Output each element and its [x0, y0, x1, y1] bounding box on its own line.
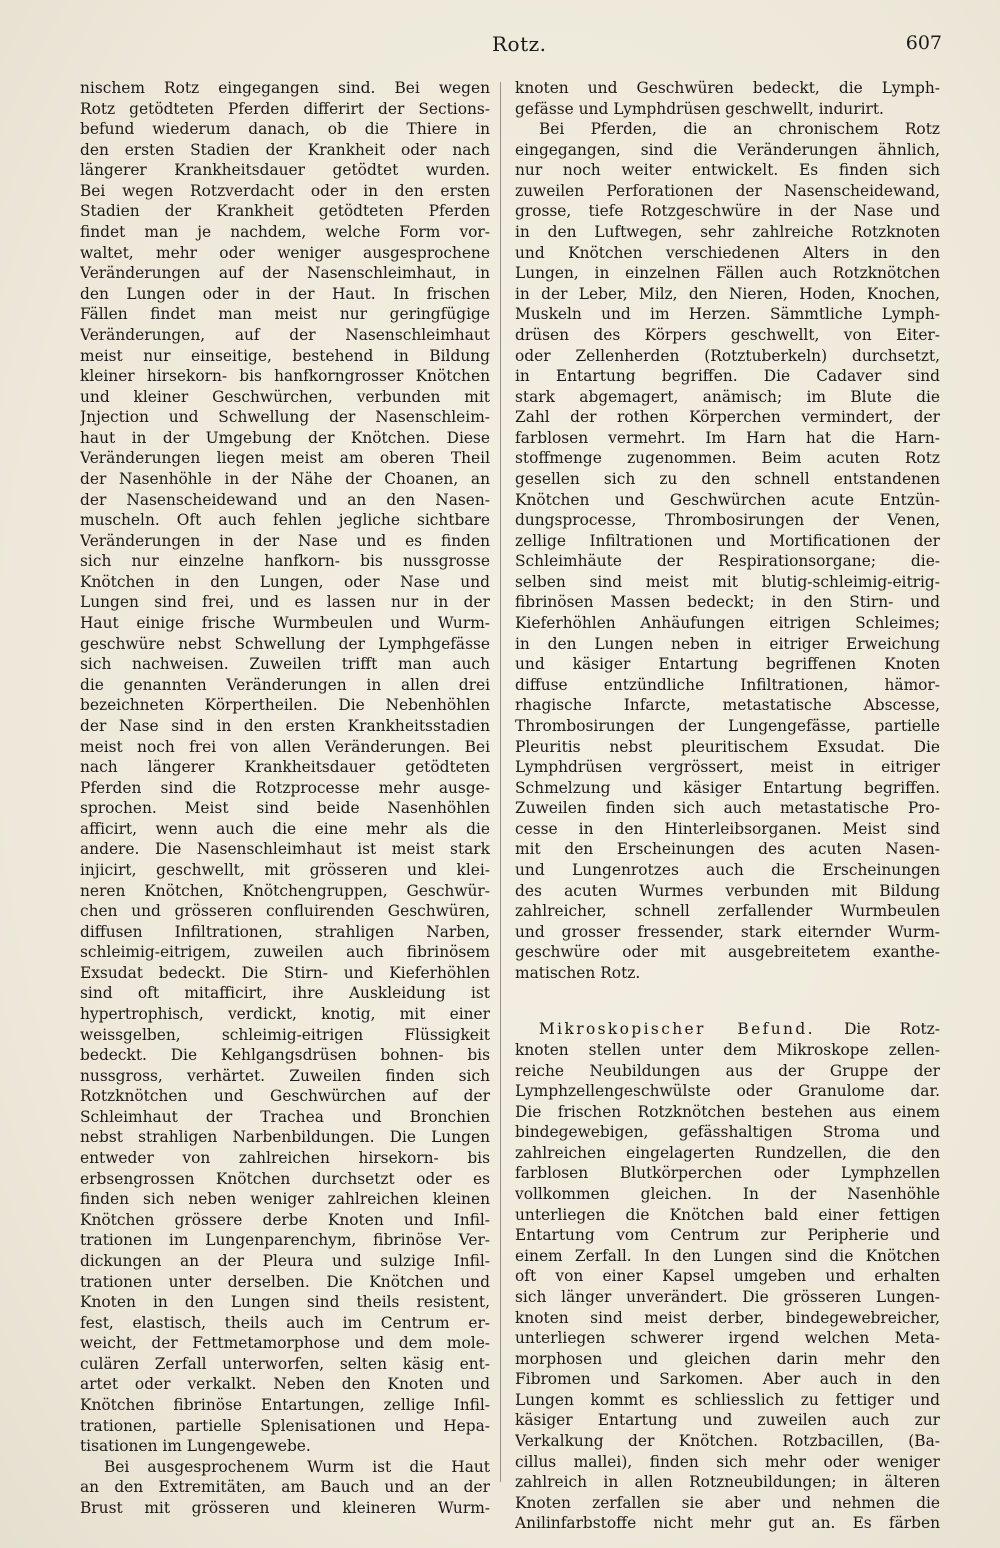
- text-line: Fibromen und Sarkomen. Aber auch in den: [515, 1370, 940, 1389]
- text-line: Lungen kommt es schliesslich zu fettiger und: [515, 1390, 940, 1409]
- text-line: in Entartung begriffen. Die Cadaver sind: [515, 367, 940, 386]
- text-line: Lymphdrüsen vergrössert, meist in eitriger: [515, 758, 940, 777]
- text-line: selben sind meist mit blutig-schleimig-eitrig-: [515, 572, 940, 591]
- text-line: längerer Krankheitsdauer getödtet wurden.: [80, 161, 490, 180]
- text-line: Lymphzellengeschwülste oder Granulome dar.: [515, 1082, 940, 1101]
- text-line: Bei Pferden, die an chronischem Rotz: [539, 120, 940, 139]
- text-line: meist nur einseitige, bestehend in Bildung: [80, 346, 490, 365]
- text-line: gefässe und Lymphdrüsen geschwellt, indurirt.: [515, 99, 884, 118]
- text-line: haut in der Umgebung der Knötchen. Diese: [80, 428, 490, 447]
- text-line: oder Zellenherden (Rotztuberkeln) durchsetzt,: [515, 346, 940, 365]
- text-line: den Lungen oder in der Haut. In frischen: [80, 284, 490, 303]
- text-line: artet oder verkalkt. Neben den Knoten und: [80, 1375, 490, 1394]
- text-line: muscheln. Oft auch fehlen jegliche sichtbare: [80, 511, 490, 530]
- text-line: sind oft mitafficirt, ihre Auskleidung ist: [80, 984, 490, 1003]
- text-line: morphosen und gleichen darin mehr den: [515, 1349, 940, 1368]
- text-line: Veränderungen, auf der Nasenschleimhaut: [80, 325, 490, 344]
- text-line: Veränderungen in der Nase und es finden: [80, 531, 490, 550]
- text-line: trationen, partielle Splenisationen und Hepa-: [80, 1416, 490, 1435]
- text-line: Brust mit grösseren und kleineren Wurm-: [80, 1498, 490, 1517]
- text-line: neren Knötchen, Knötchengruppen, Geschwür-: [80, 881, 490, 900]
- text-line: einem Zerfall. In den Lungen sind die Knötchen: [515, 1246, 940, 1265]
- text-line: bezeichneten Körpertheilen. Die Nebenhöhlen: [80, 696, 490, 715]
- text-line: zahlreicher, schnell zerfallender Wurmbeulen: [515, 902, 940, 921]
- right-text-column: [515, 78, 940, 1534]
- text-line: stark abgemagert, anämisch; im Blute die: [515, 387, 940, 406]
- section-first-line: [515, 1019, 940, 1040]
- text-line: Bei wegen Rotzverdacht oder in den ersten: [80, 181, 490, 200]
- text-line: Exsudat bedeckt. Die Stirn- und Kieferhöhlen: [80, 963, 490, 982]
- column-divider: [500, 82, 501, 1482]
- text-line: der Nasenhöhle in der Nähe der Choanen, an: [80, 469, 490, 488]
- text-line: nur noch weiter entwickelt. Es finden sich: [515, 161, 940, 180]
- text-line: nebst strahligen Narbenbildungen. Die Lungen: [80, 1128, 490, 1147]
- text-line: Pferden sind die Rotzprocesse mehr ausge-: [80, 778, 490, 797]
- text-line: tisationen im Lungengewebe.: [80, 1437, 311, 1456]
- text-line: zuweilen Perforationen der Nasenscheidewand,: [515, 181, 940, 200]
- text-line: drüsen des Körpers geschwellt, von Eiter-: [515, 325, 940, 344]
- text-line: nussgross, verhärtet. Zuweilen finden sich: [80, 1066, 490, 1085]
- text-line: Stadien der Krankheit getödteten Pferden: [80, 202, 490, 221]
- text-line: sich nur einzelne hanfkorn- bis nussgrosse: [80, 552, 490, 571]
- text-line: die genannten Veränderungen in allen drei: [80, 675, 490, 694]
- text-line: weicht, der Fettmetamorphose und dem mole-: [80, 1334, 490, 1353]
- text-line: weissgelben, schleimig-eitrigen Flüssigkeit: [80, 1025, 490, 1044]
- text-line: Pleuritis nebst pleuritischem Exsudat. Die: [515, 737, 940, 756]
- text-line: den ersten Stadien der Krankheit oder nach: [80, 140, 490, 159]
- text-line: Veränderungen auf der Nasenschleimhaut, in: [80, 264, 490, 283]
- text-line: bedeckt. Die Kehlgangsdrüsen bohnen- bis: [80, 1046, 490, 1065]
- text-line: nischem Rotz eingegangen sind. Bei wegen: [80, 79, 490, 97]
- text-line: kleiner hirsekorn- bis hanfkorngrosser Knötchen: [80, 367, 490, 386]
- text-line: Schmelzung und käsiger Entartung begriffen.: [515, 778, 940, 797]
- text-line: und grosser fressender, stark eiternder Wurm-: [515, 922, 940, 941]
- text-line: Kieferhöhlen Anhäufungen eitrigen Schleimes;: [515, 614, 940, 633]
- text-line: unterliegen schwerer irgend welchen Meta-: [515, 1329, 940, 1348]
- text-line: zahlreich in allen Rotzneubildungen; in älteren: [515, 1473, 940, 1492]
- text-line: Knoten in den Lungen sind theils resistent,: [80, 1293, 490, 1312]
- text-line: fibrinösen Massen bedeckt; in den Stirn- und: [515, 593, 940, 612]
- text-line: Fällen findet man meist nur geringfügige: [80, 305, 490, 324]
- text-line: käsiger Entartung und zuweilen auch zur: [515, 1411, 940, 1430]
- section-heading: Mikroskopischer Befund.: [539, 1020, 815, 1039]
- right-column-part-a: [515, 78, 940, 983]
- text-line: gesellen sich zu den schnell entstandenen: [515, 469, 940, 488]
- text-line: chen und grösseren confluirenden Geschwüren,: [80, 902, 490, 921]
- text-line: mit den Erscheinungen des acuten Nasen-: [515, 840, 940, 859]
- text-line: unterliegen die Knötchen bald einer fettigen: [515, 1205, 940, 1224]
- text-line: geschwüre oder mit ausgebreitetem exanthe-: [515, 943, 940, 962]
- text-line: sprochen. Meist sind beide Nasenhöhlen: [80, 799, 490, 818]
- text-line: Rotz getödteten Pferden differirt der Sections-: [80, 99, 490, 118]
- text-line: knoten sind meist derber, bindegewebreicher,: [515, 1308, 940, 1327]
- text-line: Knötchen und Geschwürchen acute Entzün-: [515, 490, 940, 509]
- text-line: Zahl der rothen Körperchen vermindert, der: [515, 408, 940, 427]
- text-line: und Lungenrotzes auch die Erscheinungen: [515, 860, 940, 879]
- text-line: diffusen Infiltrationen, strahligen Narben,: [80, 922, 490, 941]
- text-line: reiche Neubildungen aus der Gruppe der: [515, 1061, 940, 1080]
- text-line: findet man je nachdem, welche Form vor-: [80, 223, 490, 242]
- text-line: Verkalkung der Knötchen. Rotzbacillen, (Ba-: [515, 1432, 940, 1450]
- text-line: Veränderungen liegen meist am oberen Theil: [80, 449, 490, 468]
- text-line: sich nachweisen. Zuweilen trifft man auch: [80, 655, 490, 674]
- text-line: Knötchen grössere derbe Knoten und Infil-: [80, 1210, 490, 1229]
- text-line: dickungen an der Pleura und sulzige Infil-: [80, 1251, 490, 1270]
- text-line: nach längerer Krankheitsdauer getödteten: [80, 758, 490, 777]
- text-line: geschwüre nebst Schwellung der Lymphgefässe: [80, 634, 490, 653]
- text-line: befund wiederum danach, ob die Thiere in: [80, 120, 490, 139]
- text-line: zellige Infiltrationen und Mortificationen der: [515, 531, 940, 550]
- text-line: der Nasenscheidewand und an den Nasen-: [80, 490, 490, 509]
- text-line: Haut einige frische Wurmbeulen und Wurm-: [80, 614, 490, 633]
- text-line: Entartung vom Centrum zur Peripherie und: [515, 1226, 940, 1245]
- text-line: Lungen sind frei, und es lassen nur in der: [80, 593, 490, 612]
- text-line: Jnjection und Schwellung der Nasenschleim-: [80, 408, 490, 427]
- text-line: knoten stellen unter dem Mikroskope zellen-: [515, 1041, 940, 1060]
- text-line: dungsprocesse, Thrombosirungen der Venen,: [515, 511, 940, 530]
- left-text-column: [80, 78, 490, 1518]
- text-line: der Nase sind in den ersten Krankheitsstadien: [80, 716, 490, 735]
- page-number: 607: [905, 32, 942, 54]
- text-line: eingegangen, sind die Veränderungen ähnlich,: [515, 140, 940, 159]
- text-line: Schleimhaut der Trachea und Bronchien: [80, 1107, 490, 1126]
- text-line: in den Luftwegen, sehr zahlreiche Rotzknoten: [515, 223, 940, 242]
- text-line: vollkommen gleichen. In der Nasenhöhle: [515, 1185, 940, 1204]
- text-line: afficirt, wenn auch die eine mehr als die: [80, 819, 490, 838]
- text-line: Zuweilen finden sich auch metastatische Pro-: [515, 799, 940, 818]
- text-line: in den Lungen neben in eitriger Erweichung: [515, 634, 940, 653]
- text-line: finden sich neben weniger zahlreichen kleinen: [80, 1190, 490, 1209]
- text-line: an den Extremitäten, am Bauch und an der: [80, 1478, 490, 1497]
- text-line: in der Leber, Milz, den Nieren, Hoden, Knochen,: [515, 284, 940, 303]
- text-line: Knötchen fibrinöse Entartungen, zellige Infil-: [80, 1396, 490, 1414]
- text-line: meist noch frei von allen Veränderungen. Bei: [80, 737, 490, 756]
- text-line: schleimig-eitrigem, zuweilen auch fibrinösem: [80, 943, 490, 962]
- text-line: Knötchen in den Lungen, oder Nase und: [80, 572, 490, 591]
- text-line: trationen unter derselben. Die Knötchen und: [80, 1272, 490, 1291]
- text-line: Bei ausgesprochenem Wurm ist die Haut: [104, 1457, 490, 1476]
- text-line: oft von einer Kapsel umgeben und erhalten: [515, 1267, 940, 1286]
- right-column-part-b: [515, 1040, 940, 1534]
- text-line: entweder von zahlreichen hirsekorn- bis: [80, 1149, 490, 1168]
- text-line: zahlreichen eingelagerten Rundzellen, die den: [515, 1143, 940, 1162]
- text-line: und käsiger Entartung begriffenen Knoten: [515, 655, 940, 674]
- text-line: andere. Die Nasenschleimhaut ist meist stark: [80, 840, 490, 859]
- text-line: cillus mallei), finden sich mehr oder weniger: [515, 1452, 940, 1471]
- running-title: Rotz.: [492, 32, 547, 56]
- text-line: hypertrophisch, verdickt, knotig, mit einer: [80, 1005, 490, 1024]
- text-line: farblosen Blutkörperchen oder Lymphzellen: [515, 1164, 940, 1183]
- text-line: rhagische Infarcte, metastatische Abscesse,: [515, 696, 940, 715]
- text-line: bindegewebigen, gefässhaltigen Stroma und: [515, 1123, 940, 1142]
- text-line: Knoten zerfallen sie aber und nehmen die: [515, 1493, 940, 1512]
- text-line: stoffmenge zugenommen. Beim acuten Rotz: [515, 449, 940, 468]
- text-line: grosse, tiefe Rotzgeschwüre in der Nase und: [515, 202, 940, 221]
- paragraph-gap: [515, 983, 940, 1019]
- text-line: des acuten Wurmes verbunden mit Bildung: [515, 881, 940, 900]
- text-line: Rotzknötchen und Geschwürchen auf der: [80, 1087, 490, 1106]
- text-line: Anilinfarbstoffe nicht mehr gut an. Es färben: [515, 1514, 940, 1533]
- text-line: und kleiner Geschwürchen, verbunden mit: [80, 387, 490, 406]
- running-header: [0, 28, 1000, 62]
- text-line: trationen im Lungenparenchym, fibrinöse Ver-: [80, 1231, 490, 1250]
- text-line: injicirt, geschwellt, mit grösseren und klei-: [80, 860, 490, 879]
- text-line: fest, elastisch, theils auch im Centrum er-: [80, 1313, 490, 1332]
- text-line: matischen Rotz.: [515, 963, 641, 982]
- text-line: Thrombosirungen der Lungengefässe, partielle: [515, 716, 940, 735]
- text-line: culären Zerfall unterworfen, selten käsig ent-: [80, 1354, 490, 1373]
- text-line: erbsengrossen Knötchen durchsetzt oder es: [80, 1169, 490, 1188]
- text-line: cesse in den Hinterleibsorganen. Meist sind: [515, 819, 940, 838]
- text-line: Schleimhäute der Respirationsorgane; die-: [515, 552, 940, 571]
- text-line: Die frischen Rotzknötchen bestehen aus einem: [515, 1102, 940, 1121]
- text-line: knoten und Geschwüren bedeckt, die Lymph-: [515, 79, 940, 97]
- text-line: Lungen, in einzelnen Fällen auch Rotzknötchen: [515, 264, 940, 283]
- text-line: und Knötchen verschiedenen Alters in den: [515, 243, 940, 262]
- text-line: waltet, mehr oder weniger ausgesprochene: [80, 243, 490, 262]
- section-first-line-text: Die Rotz-: [844, 1020, 940, 1039]
- text-line: Muskeln und im Herzen. Sämmtliche Lymph-: [515, 305, 940, 324]
- text-line: diffuse entzündliche Infiltrationen, hämor-: [515, 675, 940, 694]
- text-line: farblosen vermehrt. Im Harn hat die Harn-: [515, 428, 940, 447]
- text-line: sich länger unverändert. Die grösseren Lungen-: [515, 1287, 940, 1306]
